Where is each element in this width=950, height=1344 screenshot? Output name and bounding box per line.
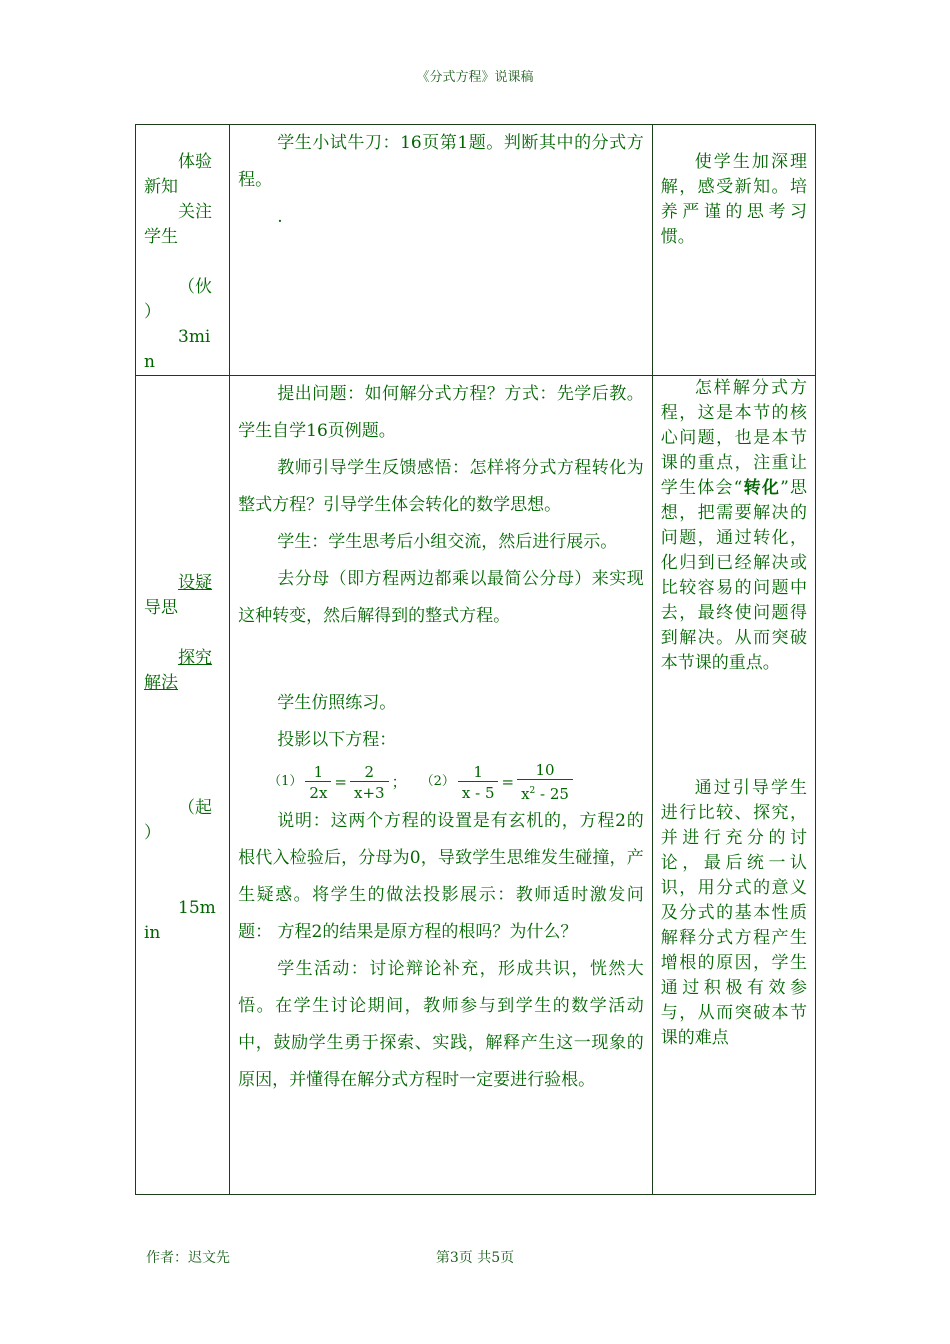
footer-author: 作者：迟文先	[146, 1250, 230, 1266]
activity-paragraph: 教师引导学生反馈感悟：怎样将分式方程转化为整式方程？引导学生体会转化的数学思想。	[238, 458, 644, 515]
fraction	[517, 761, 573, 803]
intent-paragraph	[661, 376, 807, 676]
stage-text: 3mi	[178, 327, 211, 347]
denominator	[517, 779, 573, 803]
stage-text: 关注	[178, 202, 212, 222]
stage-text: in	[144, 923, 161, 943]
emphasis-text: 转化	[742, 478, 781, 498]
page-header: 《分式方程》说课稿	[416, 70, 534, 85]
activity-paragraph: 学生活动：讨论辩论补充，形成共识，恍然大悟。在学生讨论期间，教师参与到学生的数学活动中，鼓励学生勇于探索、实践，解释产生这一现象的原因，并懂得在解分式方程时一定要进行验根。	[238, 959, 644, 1090]
stage-text: （起	[178, 798, 212, 818]
denominator: 2x	[305, 781, 331, 802]
equation-label: （1）	[268, 774, 303, 789]
numerator: 10	[535, 761, 555, 779]
stage-text: 解法	[144, 673, 178, 693]
fraction	[305, 763, 331, 802]
denominator: x+3	[350, 781, 389, 802]
stage-text: （伙	[178, 277, 212, 297]
activity-paragraph: 去分母（即方程两边都乘以最简公分母）来实现这种转变，然后解得到的整式方程。	[238, 569, 644, 626]
stage-text: 探究	[178, 648, 212, 668]
activity-paragraph: 说明：这两个方程的设置是有玄机的，方程2的根代入检验后，分母为0，导致学生思维发生碰撞，产生疑惑。将学生的做法投影展示：教师适时激发问题： 方程2的结果是原方程的根吗？为什么？	[238, 811, 644, 942]
stage-text: n	[144, 352, 155, 372]
activity-paragraph: 提出问题：如何解分式方程？方式：先学后教。学生自学16页例题。	[238, 384, 644, 441]
equation-row	[268, 761, 644, 803]
intent-text: ”思想，把需要解决的问题，通过转化，化归到已经解决或比较容易的问题中去，最终使问题得到解决。从而突破本节课的重点。	[660, 478, 807, 673]
exponent: 2	[529, 786, 536, 796]
stage-cell	[136, 376, 230, 1195]
separator: ；	[391, 773, 407, 791]
intent-cell	[652, 376, 815, 1195]
footer-page-number: 第3页 共5页	[435, 1250, 515, 1266]
fraction	[350, 763, 389, 802]
numerator: 2	[364, 762, 375, 781]
denominator-rest: - 25	[535, 785, 569, 803]
activity-paragraph: 学生小试牛刀：16页第1题。判断其中的分式方程。	[238, 133, 644, 190]
intent-cell	[652, 125, 815, 376]
equals-sign: =	[501, 773, 515, 791]
activity-cell	[230, 125, 653, 376]
activity-paragraph: 学生：学生思考后小组交流，然后进行展示。	[277, 532, 618, 552]
table-row	[136, 125, 816, 376]
stage-text: 新知	[144, 177, 178, 197]
intent-paragraph: 使学生加深理解，感受新知。培养严谨的思考习惯。	[660, 152, 807, 247]
stage-text: 导思	[144, 598, 178, 618]
intent-paragraph: 通过引导学生进行比较、探究，并进行充分的讨论，最后统一认识，用分式的意义及分式的基本性质解释分式方程产生增根的原因，学生通过积极有效参与，从而突破本节课的难点	[660, 778, 807, 1048]
numerator: 1	[473, 762, 483, 781]
denominator-base: x	[521, 785, 530, 803]
table-row	[136, 376, 816, 1195]
equals-sign: =	[334, 773, 347, 791]
intent-text: 怎样解分式方程，这是本节的核心问题，也是本节课的重点，注重让学生体会“	[660, 378, 807, 498]
activity-paragraph: 投影以下方程：	[277, 730, 397, 750]
activity-paragraph: 学生仿照练习。	[277, 693, 397, 713]
stage-text: 学生	[144, 227, 178, 247]
fraction	[458, 763, 499, 802]
denominator: x - 5	[458, 781, 499, 802]
stage-text: ）	[144, 823, 161, 843]
stage-text: ）	[144, 302, 161, 322]
stage-cell	[136, 125, 230, 376]
activity-cell	[230, 376, 653, 1195]
activity-paragraph: .	[277, 207, 283, 227]
lesson-table	[135, 124, 816, 1195]
stage-text: 15m	[178, 898, 216, 918]
numerator: 1	[313, 762, 324, 781]
stage-text: 设疑	[178, 573, 212, 593]
equation-label: （2）	[420, 774, 455, 789]
stage-text: 体验	[178, 152, 212, 172]
